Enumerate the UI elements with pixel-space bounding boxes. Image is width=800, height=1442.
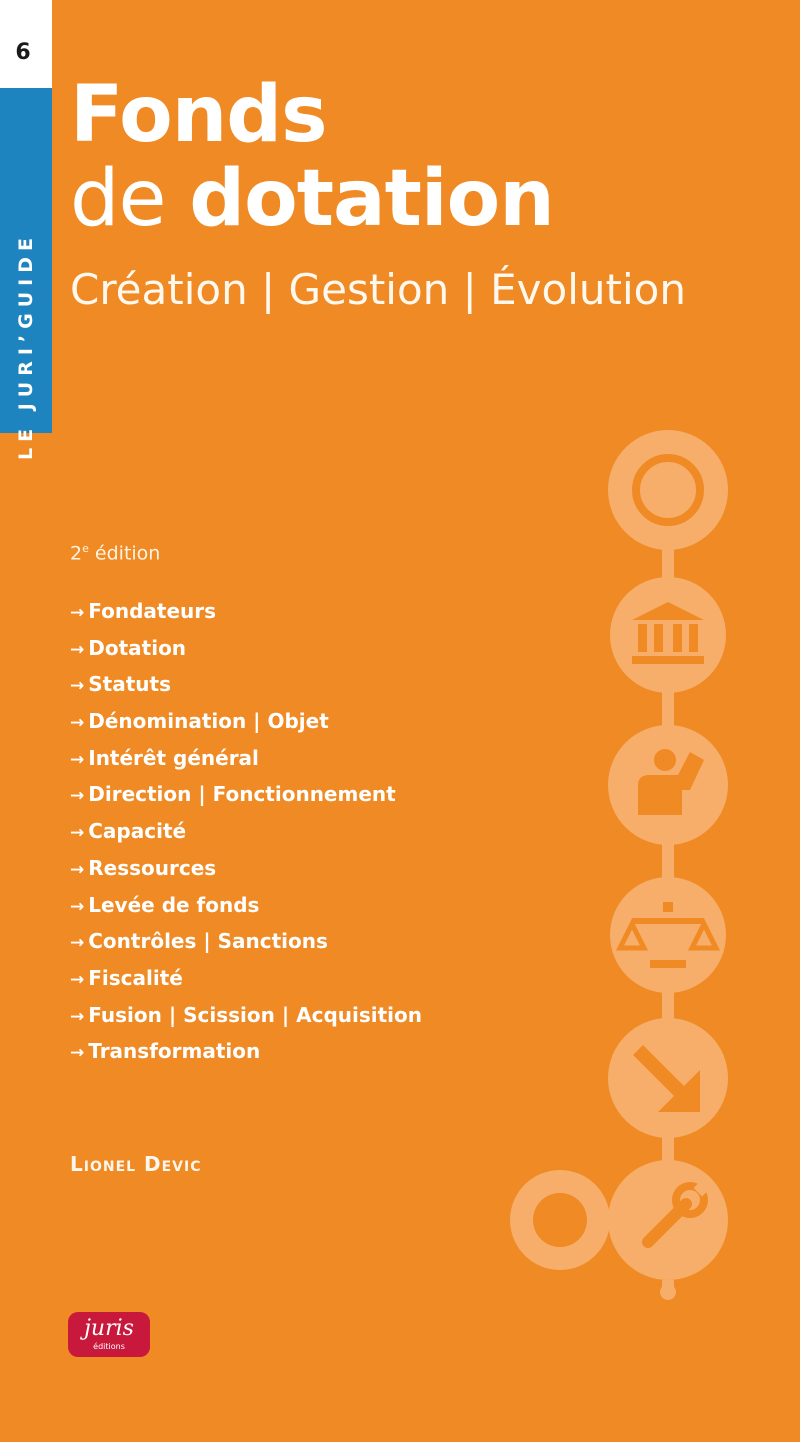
- topic-item: [70, 854, 422, 891]
- topic-label: Transformation: [88, 1039, 261, 1064]
- topic-item: [70, 1001, 422, 1038]
- topic-list: [70, 597, 422, 1074]
- topic-label: Fiscalité: [88, 965, 183, 990]
- publisher-logo: [68, 1312, 150, 1357]
- topic-label: Contrôles | Sanctions: [88, 929, 328, 954]
- arrow-icon: →: [70, 603, 85, 623]
- bank-icon: [610, 577, 726, 693]
- topic-item: [70, 780, 422, 817]
- arrow-icon: →: [70, 823, 85, 844]
- publisher-name: juris: [84, 1316, 134, 1341]
- topic-item: [70, 927, 422, 964]
- arrow-icon: →: [70, 1006, 85, 1027]
- arrow-icon: →: [70, 1043, 85, 1064]
- title-line-2-prefix: de: [70, 154, 166, 244]
- title-line-1: Fonds: [70, 70, 327, 160]
- topic-label: Dénomination | Objet: [88, 709, 329, 734]
- series-number: 6: [15, 40, 31, 65]
- chain-end: [660, 1284, 676, 1300]
- topic-label: Fusion | Scission | Acquisition: [88, 1002, 423, 1027]
- subtitle: Création | Gestion | Évolution: [70, 265, 686, 314]
- ring-icon: [608, 430, 728, 550]
- person-icon: [608, 725, 728, 845]
- topic-item: [70, 744, 422, 781]
- arrow-icon: →: [70, 969, 85, 990]
- topic-item: [70, 670, 422, 707]
- topic-item: [70, 891, 422, 928]
- topic-label: Statuts: [88, 672, 171, 697]
- series-strip: [0, 0, 52, 1442]
- edition-suffix: e: [82, 542, 89, 555]
- topic-label: Capacité: [88, 819, 187, 844]
- topic-label: Ressources: [88, 855, 217, 880]
- publisher-sub: éditions: [93, 1342, 125, 1351]
- wrench-icon: [608, 1160, 728, 1280]
- topic-label: Fondateurs: [88, 599, 217, 623]
- topic-label: Direction | Fonctionnement: [88, 782, 396, 807]
- topic-item: [70, 964, 422, 1001]
- arrow-icon: →: [70, 933, 85, 954]
- topic-label: Dotation: [88, 635, 187, 660]
- edition-label: édition: [88, 542, 161, 565]
- topic-label: Levée de fonds: [88, 892, 260, 917]
- topic-label: Intérêt général: [88, 745, 259, 770]
- arrow-icon: →: [70, 676, 85, 697]
- small-ring-icon: [510, 1170, 610, 1270]
- series-band: [0, 88, 52, 460]
- topic-item: [70, 817, 422, 854]
- arrow-icon: →: [70, 749, 85, 770]
- arrow-icon: →: [70, 896, 85, 917]
- scales-icon: [610, 877, 726, 993]
- arrow-icon: →: [70, 639, 85, 660]
- topic-item: [70, 634, 422, 671]
- series-label: LE JURI’GUIDE: [15, 232, 37, 460]
- topic-item: [70, 597, 422, 634]
- author-name: Lionel Devic: [70, 1152, 202, 1176]
- topic-item: [70, 1037, 422, 1074]
- arrow-icon: →: [70, 859, 85, 880]
- arrow-icon: →: [70, 713, 85, 734]
- decorative-icon-chain: [510, 430, 750, 1310]
- arrow-icon: →: [70, 786, 85, 807]
- arrow-down-right-icon: [608, 1018, 728, 1138]
- title-line-2-bold: dotation: [189, 154, 554, 244]
- edition-number: 2: [70, 542, 83, 565]
- edition: [70, 542, 160, 564]
- series-number-box: [0, 0, 52, 88]
- title-line-2: [70, 154, 554, 244]
- topic-item: [70, 707, 422, 744]
